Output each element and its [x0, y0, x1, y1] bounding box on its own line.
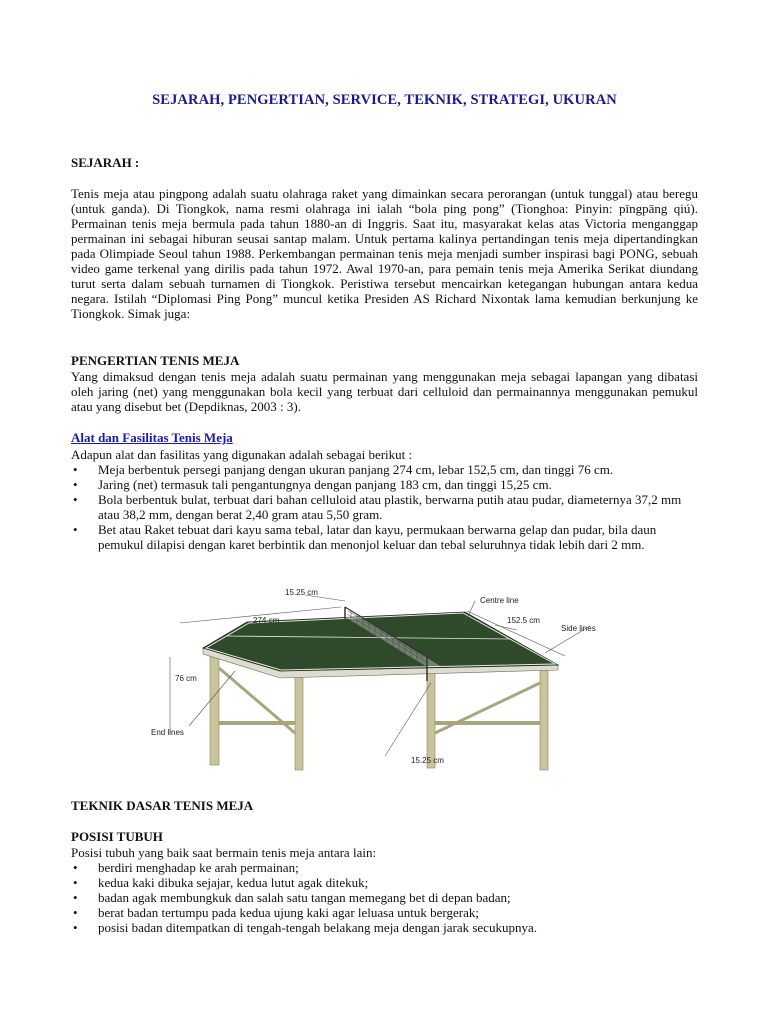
label-net-height-bottom: 15.25 cm: [411, 756, 444, 765]
list-item: • berdiri menghadap ke arah permainan;: [71, 860, 698, 875]
table-tennis-diagram: [145, 583, 615, 783]
alat-fasilitas-link[interactable]: Alat dan Fasilitas Tenis Meja: [71, 430, 233, 445]
label-length: 274 cm: [253, 616, 280, 625]
list-item: • Bola berbentuk bulat, terbuat dari bahan celluloid atau plastik, berwarna putih atau pudar, diameternya 37,2 mm atau 38,2 mm, dengan berat 2,40 gram atau 5,50 gram.: [71, 492, 698, 522]
list-item: • badan agak membungkuk dan salah satu tangan memegang bet di depan badan;: [71, 890, 698, 905]
pengertian-heading: PENGERTIAN TENIS MEJA: [71, 353, 240, 368]
label-centre-line: Centre line: [480, 596, 519, 605]
sejarah-section: [71, 155, 698, 171]
label-height: 76 cm: [175, 674, 197, 683]
label-width: 152.5 cm: [507, 616, 540, 625]
label-side-lines: Side lines: [561, 624, 596, 633]
posisi-intro: Posisi tubuh yang baik saat bermain tenis meja antara lain:: [71, 845, 377, 860]
posisi-heading: POSISI TUBUH: [71, 829, 163, 844]
alat-list: [71, 462, 698, 552]
alat-section: [71, 429, 698, 552]
list-item: • Bet atau Raket tebuat dari kayu sama tebal, latar dan kayu, permukaan berwarna gelap dan pudar, bila daun pemukul dilapisi dengan karet berbintik dan menonjol keluar dan tebal seluruhnya tidak lebih dari 2 mm.: [71, 522, 698, 552]
sejarah-body: [71, 186, 698, 321]
posisi-section: [71, 829, 698, 935]
label-end-lines: End lines: [151, 728, 184, 737]
list-item: • Jaring (net) termasuk tali pengantungnya dengan panjang 183 cm, dan tinggi 15,25 cm.: [71, 477, 698, 492]
pengertian-text: Yang dimaksud dengan tenis meja adalah suatu permainan yang menggunakan meja sebagai lapangan yang dibatasi oleh jaring (net) yang menggunakan bola kecil yang terbuat dari celluloid dan permainannya menggunakan pemukul atau yang disebut bet (Depdiknas, 2003 : 3).: [71, 369, 698, 414]
list-item: • Meja berbentuk persegi panjang dengan ukuran panjang 274 cm, lebar 152,5 cm, dan tinggi 76 cm.: [71, 462, 698, 477]
list-item: • berat badan tertumpu pada kedua ujung kaki agar leluasa untuk bergerak;: [71, 905, 698, 920]
sejarah-text: Tenis meja atau pingpong adalah suatu olahraga raket yang dimainkan secara perorangan (untuk tunggal) atau beregu (untuk ganda). Di Tiongkok, nama resmi olahraga ini ialah “bola ping pong” (Tionghoa: Pinyin: pīngpāng qiú). Permainan tenis meja bermula pada tahun 1880-an di Inggris. Saat itu, masyarakat kelas atas Victoria menganggap permainan ini sebagai hiburan seusai santap malam. Untuk pertama kalinya pertandingan tenis meja dipertandingkan pada Olimpiade Seoul tahun 1988. Perkembangan permainan tenis meja menjadi sumber inspirasi bagi PONG, sebuah video game terkenal yang dirilis pada tahun 1972. Awal 1970-an, para pemain tenis meja Amerika Serikat diundang turut serta dalam sebuah turnamen di Tiongkok. Peristiwa tersebut mencairkan ketegangan hubungan antara kedua negara. Istilah “Diplomasi Ping Pong” muncul ketika Presiden AS Richard Nixontak lama kemudian berkunjung ke Tiongkok. Simak juga:: [71, 186, 698, 321]
teknik-heading: TEKNIK DASAR TENIS MEJA: [71, 798, 254, 813]
list-item: • kedua kaki dibuka sejajar, kedua lutut agak ditekuk;: [71, 875, 698, 890]
teknik-section: [71, 798, 698, 814]
alat-intro: Adapun alat dan fasilitas yang digunakan adalah sebagai berikut :: [71, 447, 413, 462]
list-item: • posisi badan ditempatkan di tengah-tengah belakang meja dengan jarak secukupnya.: [71, 920, 698, 935]
page-title: SEJARAH, PENGERTIAN, SERVICE, TEKNIK, STRATEGI, UKURAN: [152, 92, 617, 108]
sejarah-heading: SEJARAH :: [71, 155, 140, 170]
pengertian-section: [71, 353, 698, 414]
posisi-list: [71, 860, 698, 935]
label-net-height-top: 15.25 cm: [285, 588, 318, 597]
